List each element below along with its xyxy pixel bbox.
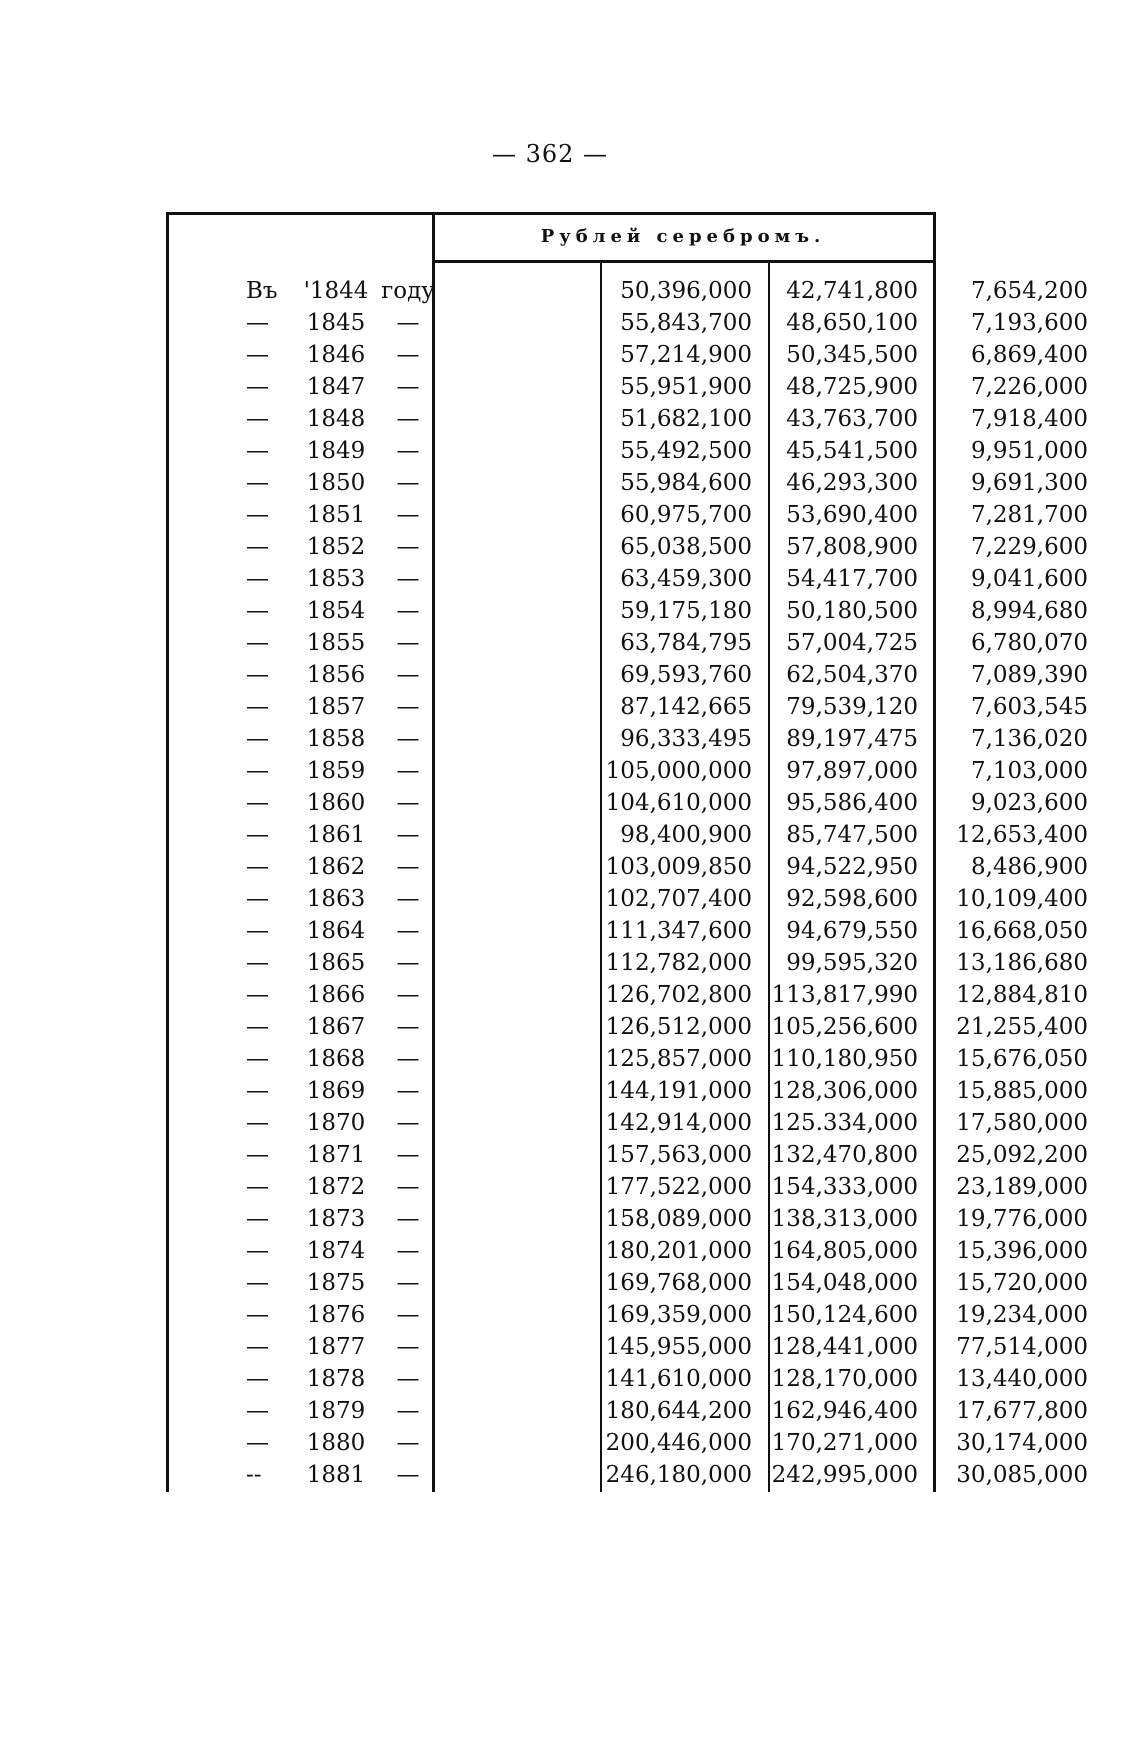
row-value-1: 102,707,400: [605, 886, 752, 912]
row-prefix: —: [246, 502, 269, 528]
row-prefix: —: [246, 374, 269, 400]
row-value-3: 7,654,200: [970, 278, 1088, 304]
row-value-2: 154,333,000: [771, 1174, 918, 1200]
row-value-1: 180,644,200: [605, 1398, 752, 1424]
row-year: 1873: [306, 1206, 366, 1232]
row-value-1: 180,201,000: [605, 1238, 752, 1264]
row-value-1: 158,089,000: [605, 1206, 752, 1232]
row-value-2: 138,313,000: [771, 1206, 918, 1232]
row-prefix: —: [246, 1142, 269, 1168]
row-suffix: —: [396, 1110, 420, 1136]
row-prefix: —: [246, 1078, 269, 1104]
table-row: [166, 1459, 1088, 1491]
row-value-3: 77,514,000: [956, 1334, 1088, 1360]
row-value-1: 51,682,100: [620, 406, 752, 432]
row-value-3: 19,234,000: [956, 1302, 1088, 1328]
row-value-3: 30,174,000: [956, 1430, 1088, 1456]
row-value-1: 98,400,900: [620, 822, 752, 848]
row-year: 1845: [306, 310, 366, 336]
row-prefix: —: [246, 1270, 269, 1296]
row-suffix: —: [396, 790, 420, 816]
row-value-3: 7,103,000: [970, 758, 1088, 784]
table-row: [166, 1203, 1088, 1235]
row-value-1: 55,492,500: [620, 438, 752, 464]
row-value-1: 157,563,000: [605, 1142, 752, 1168]
table-row: [166, 1075, 1088, 1107]
table-row: [166, 595, 1088, 627]
row-value-1: 55,843,700: [620, 310, 752, 336]
row-value-2: 95,586,400: [786, 790, 918, 816]
row-prefix: —: [246, 1014, 269, 1040]
row-prefix: —: [246, 566, 269, 592]
row-value-1: 55,984,600: [620, 470, 752, 496]
table-row: [166, 1043, 1088, 1075]
row-prefix: —: [246, 438, 269, 464]
row-value-2: 50,345,500: [786, 342, 918, 368]
row-year: 1856: [306, 662, 366, 688]
table-row: [166, 435, 1088, 467]
row-value-2: 62,504,370: [786, 662, 918, 688]
row-value-1: 59,175,180: [620, 598, 752, 624]
row-prefix: —: [246, 886, 269, 912]
row-suffix: —: [396, 406, 420, 432]
row-year: 1863: [306, 886, 366, 912]
table-row: [166, 1139, 1088, 1171]
row-value-2: 105,256,600: [771, 1014, 918, 1040]
row-value-3: 15,676,050: [956, 1046, 1088, 1072]
row-value-2: 54,417,700: [786, 566, 918, 592]
row-value-3: 17,580,000: [956, 1110, 1088, 1136]
row-value-2: 92,598,600: [786, 886, 918, 912]
row-value-3: 17,677,800: [956, 1398, 1088, 1424]
row-year: 1877: [306, 1334, 366, 1360]
table-row: [166, 1235, 1088, 1267]
row-suffix: —: [396, 438, 420, 464]
row-value-1: 50,396,000: [620, 278, 752, 304]
row-prefix: —: [246, 1238, 269, 1264]
row-value-3: 19,776,000: [956, 1206, 1088, 1232]
row-value-1: 60,975,700: [620, 502, 752, 528]
row-suffix: —: [396, 758, 420, 784]
row-value-2: 150,124,600: [771, 1302, 918, 1328]
row-value-1: 112,782,000: [605, 950, 752, 976]
row-year: 1866: [306, 982, 366, 1008]
row-prefix: —: [246, 342, 269, 368]
row-year: 1868: [306, 1046, 366, 1072]
row-year: 1854: [306, 598, 366, 624]
table-row: [166, 883, 1088, 915]
row-year: 1875: [306, 1270, 366, 1296]
row-value-1: 142,914,000: [605, 1110, 752, 1136]
row-value-3: 13,186,680: [956, 950, 1088, 976]
row-year: 1853: [306, 566, 366, 592]
row-value-1: 246,180,000: [605, 1462, 752, 1488]
row-year: 1881: [306, 1462, 366, 1488]
row-year: '1844: [303, 278, 369, 304]
row-value-1: 104,610,000: [605, 790, 752, 816]
row-value-3: 23,189,000: [956, 1174, 1088, 1200]
table-header: Рублей серебромъ.: [540, 226, 826, 247]
row-prefix: —: [246, 310, 269, 336]
row-suffix: —: [396, 1078, 420, 1104]
row-suffix: —: [396, 918, 420, 944]
table-row: [166, 339, 1088, 371]
table-row: [166, 1331, 1088, 1363]
row-prefix: —: [246, 406, 269, 432]
row-value-1: 63,784,795: [620, 630, 752, 656]
row-value-1: 111,347,600: [605, 918, 752, 944]
row-suffix: —: [396, 1238, 420, 1264]
table-row: [166, 1395, 1088, 1427]
row-prefix: —: [246, 1174, 269, 1200]
row-value-2: 43,763,700: [786, 406, 918, 432]
row-suffix: —: [396, 982, 420, 1008]
row-suffix: —: [396, 1206, 420, 1232]
table-body: [166, 275, 1088, 1491]
row-value-3: 12,653,400: [956, 822, 1088, 848]
row-value-2: 45,541,500: [786, 438, 918, 464]
row-value-2: 50,180,500: [786, 598, 918, 624]
row-prefix: —: [246, 950, 269, 976]
table-row: [166, 371, 1088, 403]
table-row: [166, 691, 1088, 723]
row-value-2: 154,048,000: [771, 1270, 918, 1296]
row-value-1: 105,000,000: [605, 758, 752, 784]
row-value-1: 57,214,900: [620, 342, 752, 368]
row-value-2: 242,995,000: [771, 1462, 918, 1488]
row-value-1: 69,593,760: [620, 662, 752, 688]
row-year: 1847: [306, 374, 366, 400]
row-value-1: 87,142,665: [620, 694, 752, 720]
row-suffix: —: [396, 1430, 420, 1456]
table-row: [166, 1011, 1088, 1043]
row-prefix: —: [246, 982, 269, 1008]
row-prefix: —: [246, 758, 269, 784]
row-value-2: 57,808,900: [786, 534, 918, 560]
row-value-1: 55,951,900: [620, 374, 752, 400]
row-value-2: 89,197,475: [786, 726, 918, 752]
row-suffix: —: [396, 598, 420, 624]
row-value-1: 177,522,000: [605, 1174, 752, 1200]
row-value-3: 15,720,000: [956, 1270, 1088, 1296]
row-value-3: 7,281,700: [970, 502, 1088, 528]
table-row: [166, 659, 1088, 691]
row-year: 1860: [306, 790, 366, 816]
row-value-2: 128,170,000: [771, 1366, 918, 1392]
row-prefix: —: [246, 630, 269, 656]
row-value-1: 169,359,000: [605, 1302, 752, 1328]
row-value-2: 48,725,900: [786, 374, 918, 400]
row-value-3: 13,440,000: [956, 1366, 1088, 1392]
table-row: [166, 467, 1088, 499]
row-value-2: 79,539,120: [786, 694, 918, 720]
row-value-2: 128,441,000: [771, 1334, 918, 1360]
row-prefix: Въ: [246, 278, 278, 304]
row-suffix: —: [396, 950, 420, 976]
row-prefix: —: [246, 534, 269, 560]
row-value-3: 12,884,810: [956, 982, 1088, 1008]
row-suffix: году: [381, 278, 435, 304]
row-prefix: —: [246, 1430, 269, 1456]
row-suffix: —: [396, 310, 420, 336]
row-suffix: —: [396, 1174, 420, 1200]
row-value-3: 7,603,545: [970, 694, 1088, 720]
row-value-3: 16,668,050: [956, 918, 1088, 944]
row-suffix: —: [396, 726, 420, 752]
table-row: [166, 1107, 1088, 1139]
row-year: 1870: [306, 1110, 366, 1136]
table-row: [166, 627, 1088, 659]
row-year: 1851: [306, 502, 366, 528]
row-value-3: 9,691,300: [970, 470, 1088, 496]
row-value-1: 126,512,000: [605, 1014, 752, 1040]
row-prefix: —: [246, 1398, 269, 1424]
row-value-3: 21,255,400: [956, 1014, 1088, 1040]
row-prefix: —: [246, 726, 269, 752]
row-prefix: —: [246, 598, 269, 624]
row-year: 1879: [306, 1398, 366, 1424]
row-value-2: 85,747,500: [786, 822, 918, 848]
row-value-1: 145,955,000: [605, 1334, 752, 1360]
table-top-rule: [166, 212, 936, 215]
row-prefix: —: [246, 1110, 269, 1136]
table-row: [166, 1171, 1088, 1203]
row-value-1: 141,610,000: [605, 1366, 752, 1392]
row-prefix: —: [246, 1206, 269, 1232]
row-prefix: —: [246, 1366, 269, 1392]
row-year: 1850: [306, 470, 366, 496]
table-row: [166, 787, 1088, 819]
row-value-3: 25,092,200: [956, 1142, 1088, 1168]
row-value-3: 7,229,600: [970, 534, 1088, 560]
row-suffix: —: [396, 1142, 420, 1168]
row-value-2: 53,690,400: [786, 502, 918, 528]
row-year: 1852: [306, 534, 366, 560]
table-row: [166, 851, 1088, 883]
row-suffix: —: [396, 694, 420, 720]
row-suffix: —: [396, 374, 420, 400]
row-year: 1876: [306, 1302, 366, 1328]
row-year: 1874: [306, 1238, 366, 1264]
row-value-2: 164,805,000: [771, 1238, 918, 1264]
row-suffix: —: [396, 534, 420, 560]
row-value-2: 128,306,000: [771, 1078, 918, 1104]
row-year: 1858: [306, 726, 366, 752]
row-value-3: 8,486,900: [970, 854, 1088, 880]
row-prefix: —: [246, 662, 269, 688]
table-row: [166, 563, 1088, 595]
table-row: [166, 947, 1088, 979]
table-row: [166, 1267, 1088, 1299]
table-row: [166, 275, 1088, 307]
row-value-2: 162,946,400: [771, 1398, 918, 1424]
row-year: 1848: [306, 406, 366, 432]
row-suffix: —: [396, 822, 420, 848]
row-value-3: 6,869,400: [970, 342, 1088, 368]
row-value-3: 10,109,400: [956, 886, 1088, 912]
row-value-1: 144,191,000: [605, 1078, 752, 1104]
table-row: [166, 755, 1088, 787]
row-suffix: —: [396, 470, 420, 496]
row-suffix: —: [396, 1046, 420, 1072]
row-value-2: 94,522,950: [786, 854, 918, 880]
table-row: [166, 1363, 1088, 1395]
table-row: [166, 723, 1088, 755]
row-value-2: 125.334,000: [771, 1110, 918, 1136]
row-year: 1862: [306, 854, 366, 880]
row-year: 1867: [306, 1014, 366, 1040]
row-value-2: 97,897,000: [786, 758, 918, 784]
row-prefix: —: [246, 790, 269, 816]
table-row: [166, 531, 1088, 563]
row-prefix: —: [246, 470, 269, 496]
row-value-3: 15,885,000: [956, 1078, 1088, 1104]
row-value-3: 9,951,000: [970, 438, 1088, 464]
row-value-1: 65,038,500: [620, 534, 752, 560]
row-value-2: 57,004,725: [786, 630, 918, 656]
row-value-1: 125,857,000: [605, 1046, 752, 1072]
row-year: 1880: [306, 1430, 366, 1456]
row-value-2: 113,817,990: [771, 982, 918, 1008]
table-row: [166, 307, 1088, 339]
row-value-3: 6,780,070: [970, 630, 1088, 656]
row-suffix: —: [396, 1014, 420, 1040]
row-year: 1871: [306, 1142, 366, 1168]
row-value-2: 132,470,800: [771, 1142, 918, 1168]
row-year: 1878: [306, 1366, 366, 1392]
row-suffix: —: [396, 502, 420, 528]
row-value-3: 7,193,600: [970, 310, 1088, 336]
row-value-3: 7,089,390: [970, 662, 1088, 688]
row-value-1: 169,768,000: [605, 1270, 752, 1296]
row-prefix: —: [246, 918, 269, 944]
row-value-2: 99,595,320: [786, 950, 918, 976]
table-row: [166, 1299, 1088, 1331]
row-value-1: 126,702,800: [605, 982, 752, 1008]
row-prefix: —: [246, 822, 269, 848]
page-number: — 362 —: [491, 140, 609, 168]
row-value-3: 15,396,000: [956, 1238, 1088, 1264]
row-value-3: 30,085,000: [956, 1462, 1088, 1488]
table-row: [166, 1427, 1088, 1459]
table-row: [166, 819, 1088, 851]
row-value-2: 46,293,300: [786, 470, 918, 496]
row-suffix: —: [396, 566, 420, 592]
table-row: [166, 979, 1088, 1011]
row-value-1: 96,333,495: [620, 726, 752, 752]
table-row: [166, 499, 1088, 531]
row-suffix: —: [396, 886, 420, 912]
row-prefix: —: [246, 1302, 269, 1328]
row-suffix: —: [396, 1398, 420, 1424]
row-suffix: —: [396, 1366, 420, 1392]
row-value-3: 8,994,680: [970, 598, 1088, 624]
table-row: [166, 403, 1088, 435]
row-value-2: 48,650,100: [786, 310, 918, 336]
row-value-2: 170,271,000: [771, 1430, 918, 1456]
row-value-1: 63,459,300: [620, 566, 752, 592]
row-prefix: —: [246, 694, 269, 720]
header-underline: [432, 260, 934, 263]
row-year: 1846: [306, 342, 366, 368]
row-suffix: —: [396, 854, 420, 880]
row-value-3: 7,918,400: [970, 406, 1088, 432]
row-suffix: —: [396, 342, 420, 368]
row-suffix: —: [396, 1270, 420, 1296]
row-suffix: —: [396, 630, 420, 656]
row-year: 1869: [306, 1078, 366, 1104]
row-value-3: 9,023,600: [970, 790, 1088, 816]
row-suffix: —: [396, 1334, 420, 1360]
row-year: 1872: [306, 1174, 366, 1200]
row-suffix: —: [396, 1462, 420, 1488]
row-suffix: —: [396, 1302, 420, 1328]
row-year: 1859: [306, 758, 366, 784]
row-year: 1857: [306, 694, 366, 720]
row-year: 1861: [306, 822, 366, 848]
row-value-3: 7,226,000: [970, 374, 1088, 400]
row-value-3: 7,136,020: [970, 726, 1088, 752]
row-prefix: —: [246, 1046, 269, 1072]
row-value-2: 94,679,550: [786, 918, 918, 944]
row-value-3: 9,041,600: [970, 566, 1088, 592]
row-value-1: 103,009,850: [605, 854, 752, 880]
row-prefix: —: [246, 1334, 269, 1360]
row-value-2: 110,180,950: [771, 1046, 918, 1072]
row-year: 1865: [306, 950, 366, 976]
row-prefix: --: [246, 1462, 262, 1488]
row-value-2: 42,741,800: [786, 278, 918, 304]
row-year: 1864: [306, 918, 366, 944]
row-prefix: —: [246, 854, 269, 880]
row-year: 1849: [306, 438, 366, 464]
row-value-1: 200,446,000: [605, 1430, 752, 1456]
row-year: 1855: [306, 630, 366, 656]
row-suffix: —: [396, 662, 420, 688]
table-row: [166, 915, 1088, 947]
